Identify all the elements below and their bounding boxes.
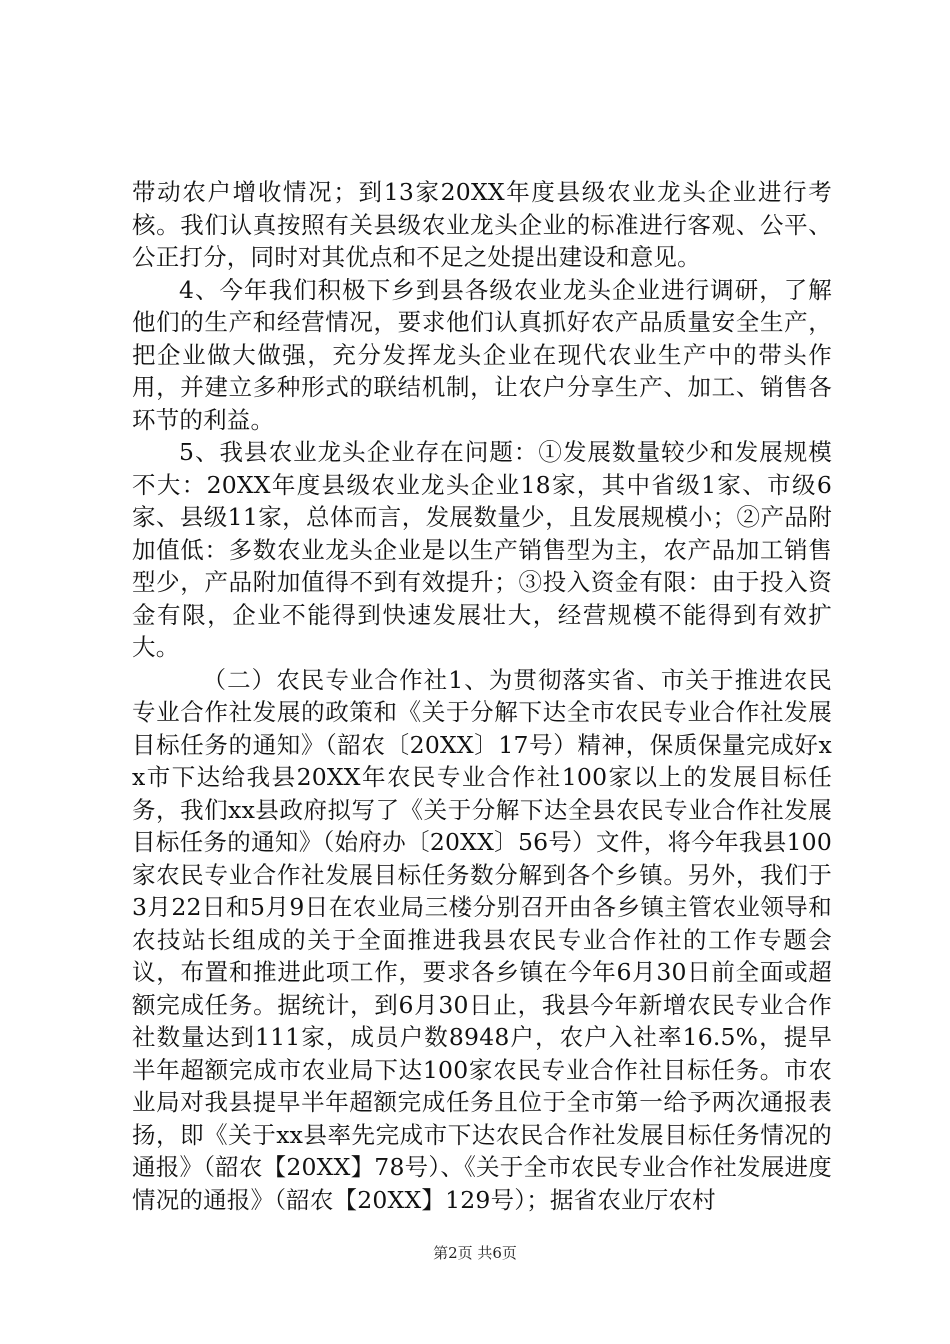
paragraph-item-5: 5、我县农业龙头企业存在问题：①发展数量较少和发展规模不大：20XX年度县级农业龙头企业18家，其中省级1家、市级6家、县级11家，总体而言，发展数量少，且发展规模小；②产品附加值低：多数农业龙头企业是以生产销售型为主，农产品加工销售型少，产品附加值得不到有效提升；③投入资金有限：由于投入资金有限，企业不能得到快速发展壮大，经营规模不能得到有效扩大。 xyxy=(132,438,832,661)
paragraph-section-2: （二）农民专业合作社1、为贯彻落实省、市关于推进农民专业合作社发展的政策和《关于分解下达全市农民专业合作社发展目标任务的通知》（韶农〔20XX〕17号）精神，保质保量完成好xx市下达给我县20XX年农民专业合作社100家以上的发展目标任务，我们xx县政府拟写了《关于分解下达全县农民专业合作社发展目标任务的通知》（始府办〔20XX〕56号）文件，将今年我县100家农民专业合作社发展目标任务数分解到各个乡镇。另外，我们于3月22日和5月9日在农业局三楼分别召开由各乡镇主管农业领导和农技站长组成的关于全面推进我县农民专业合作社的工作专题会议，布置和推进此项工作，要求各乡镇在今年6月30日前全面或超额完成任务。据统计，到6月30日止，我县今年新增农民专业合作社数量达到111家，成员户数8948户，农户入社率16.5%，提早半年超额完成市农业局下达100家农民专业合作社目标任务。市农业局对我县提早半年超额完成任务且位于全市第一给予两次通报表扬，即《关于xx县率先完成市下达农民合作社发展目标任务情况的通报》（韶农【20XX】78号）、《关于全市农民专业合作社发展进度情况的通报》（韶农【20XX】129号）；据省农业厅农村 xyxy=(132,665,832,1214)
page-footer xyxy=(0,1243,950,1263)
paragraph-continuation: 带动农户增收情况；到13家20XX年度县级农业龙头企业进行考核。我们认真按照有关县级农业龙头企业的标准进行客观、公平、公正打分，同时对其优点和不足之处提出建设和意见。 xyxy=(132,178,832,271)
document-body xyxy=(132,176,832,1216)
page-number-label: 第2页 共6页 xyxy=(433,1244,517,1262)
paragraph-item-4: 4、今年我们积极下乡到县各级农业龙头企业进行调研，了解他们的生产和经营情况，要求他们认真抓好农产品质量安全生产，把企业做大做强，充分发挥龙头企业在现代农业生产中的带头作用，并建立多种形式的联结机制，让农户分享生产、加工、销售各环节的利益。 xyxy=(132,275,832,434)
